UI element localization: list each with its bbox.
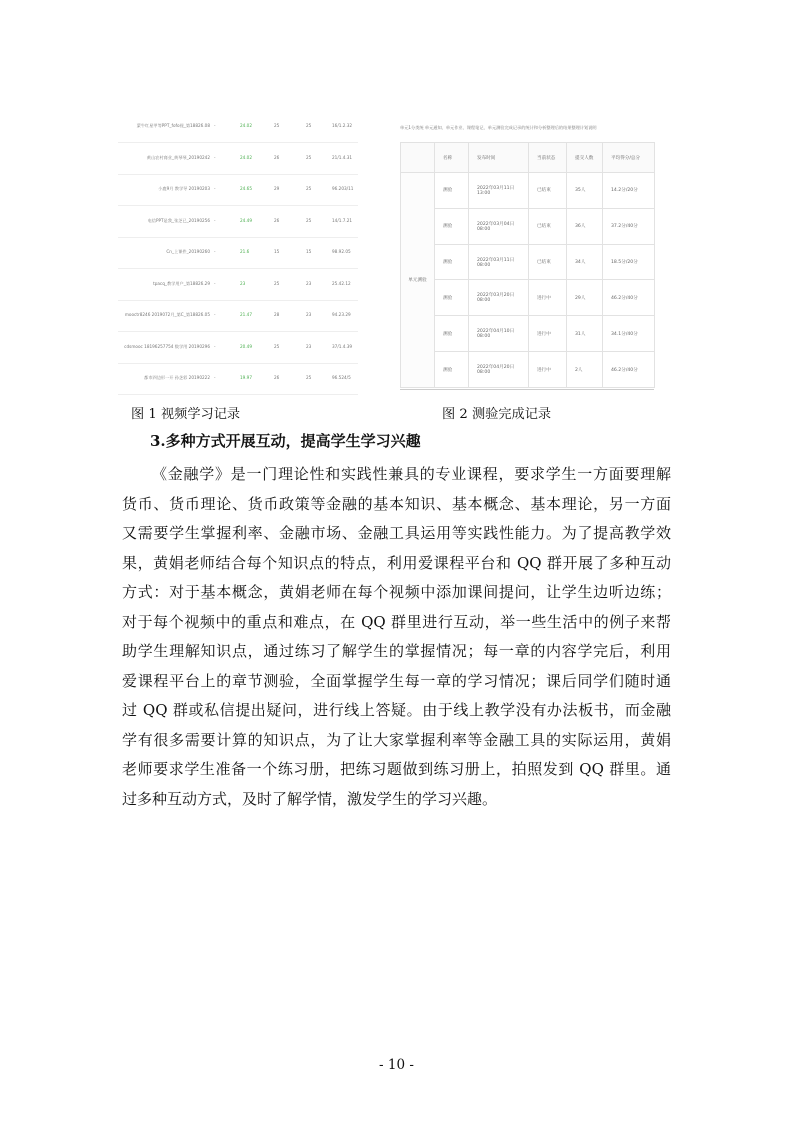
video-log-cell: mooctr8246 2019072月_第C_第18826.05	[124, 312, 210, 317]
video-log-cell: -	[214, 280, 216, 286]
quiz-table-cell: 进行中	[529, 352, 567, 388]
video-log-cell: 20.49	[240, 343, 252, 349]
figure-video-study-log	[118, 112, 358, 395]
video-log-cell: 蒙牛红星甲等PPT_fofo视_第18826.08	[136, 123, 210, 128]
figure2-caption: 图 2 测验完成记录	[442, 407, 552, 422]
figure1-caption: 图 1 视频学习记录	[131, 407, 241, 422]
quiz-header-cell	[401, 143, 435, 173]
quiz-table-cell: 测验	[435, 244, 469, 280]
quiz-table-row	[401, 280, 655, 316]
quiz-table-cell: 35人	[567, 173, 603, 209]
paragraph-line: 助学生理解知识点，通过练习了解学生的掌握情况；每一章的内容学完后，利用	[122, 642, 671, 660]
video-log-cell: 小鹿9月 教学导 20190203	[158, 186, 210, 191]
quiz-table-cell: 2022年03月04日 08:00	[469, 208, 529, 244]
quiz-table-row	[401, 352, 655, 388]
quiz-table-cell: 进行中	[529, 280, 567, 316]
paragraph-line: 果，黄娟老师结合每个知识点的特点，利用爱课程平台和 QQ 群开展了多种互动	[122, 553, 671, 572]
paragraph-line: 老师要求学生准备一个练习册，把练习题做到练习册上，拍照发到 QQ 群里。通	[122, 760, 671, 778]
video-log-row	[118, 238, 358, 269]
quiz-header-cell: 发布时间	[469, 143, 529, 173]
quiz-table-cell: 测验	[435, 316, 469, 352]
video-log-cell: 15	[306, 249, 312, 254]
video-log-cell: 25	[306, 217, 312, 223]
video-log-cell: 24.02	[240, 154, 252, 160]
figure-quiz-completion-log	[398, 118, 656, 390]
video-log-row	[118, 175, 358, 206]
paragraph-line: 过多种互动方式，及时了解学情，激发学生的学习兴趣。	[122, 789, 498, 808]
video-log-cell: 25	[274, 123, 280, 128]
video-log-cell: -	[214, 375, 216, 380]
paragraph-line: 爱课程平台上的章节测验，全面掌握学生每一章的学习情况；课后同学们随时通	[122, 671, 671, 690]
quiz-table-cell: 测验	[435, 280, 469, 316]
quiz-table-cell: 已结束	[529, 173, 567, 209]
video-log-cell: 24.65	[240, 186, 252, 191]
paragraph-line: 对于每个视频中的重点和难点，在 QQ 群里进行互动，举一些生活中的例子来帮	[122, 612, 671, 631]
quiz-header-cell: 名称	[435, 143, 469, 173]
video-log-cell: 25	[306, 186, 312, 191]
quiz-table-cell: 2022年04月10日 08:00	[469, 316, 529, 352]
video-log-cell: 25	[274, 280, 280, 286]
paragraph-line: 《金融学》是一门理论性和实践性兼具的专业课程，要求学生一方面要理解	[152, 465, 671, 483]
quiz-table-cell: 46.2分/40分	[603, 352, 655, 388]
video-log-cell: cdsmooc 18196257754 数学用 20190296	[124, 343, 210, 349]
video-log-cell: 26	[274, 375, 280, 380]
video-log-cell: 98.92.05	[332, 249, 351, 254]
quiz-table-cell: 测验	[435, 352, 469, 388]
quiz-table-cell: 已结束	[529, 208, 567, 244]
quiz-table-row	[401, 173, 655, 209]
quiz-table-cell: 37.2分/40分	[603, 208, 655, 244]
figure-bottom-rule	[400, 389, 654, 390]
paragraph-line: 货币、货币理论、货币政策等金融的基本知识、基本概念、基本理论，另一方面	[122, 494, 671, 513]
paragraph-line: 方式：对于基本概念，黄娟老师在每个视频中添加课间提问，让学生边听边练；	[122, 583, 671, 601]
quiz-table-cell: 18.5分/20分	[603, 244, 655, 280]
video-log-cell: 25	[274, 343, 280, 349]
paragraph-line: 学有很多需要计算的知识点，为了让大家掌握利率等金融工具的实际运用，黄娟	[122, 730, 671, 749]
video-log-cell: 19.97	[240, 375, 252, 380]
video-log-row	[118, 333, 358, 364]
video-log-cell: 26	[274, 154, 280, 160]
quiz-tabs-bar: 单元1分类统 单元通知、单元作业、课程笔记、单元测验完成记录的统计和分析整理后的结果整理计划说明	[400, 125, 597, 130]
quiz-table	[400, 142, 655, 388]
quiz-header-cell: 平均得分/总分	[603, 143, 655, 173]
quiz-table-cell: 2022年03月11日 08:00	[469, 244, 529, 280]
quiz-table-cell: 36人	[567, 208, 603, 244]
quiz-unit-label: 单元测验	[401, 173, 435, 388]
video-log-cell: -	[214, 249, 216, 254]
quiz-table-cell: 2022年03月20日 08:00	[469, 280, 529, 316]
quiz-table-cell: 29人	[567, 280, 603, 316]
video-log-cell: -	[214, 123, 216, 128]
section-heading: 3.多种方式开展互动，提高学生学习兴趣	[150, 432, 421, 450]
video-log-cell: 26	[274, 217, 280, 223]
quiz-table-cell: 2022年04月20日 08:00	[469, 352, 529, 388]
quiz-table-cell: 进行中	[529, 316, 567, 352]
video-log-cell: 24.49	[240, 217, 252, 223]
quiz-header-cell: 提交人数	[567, 143, 603, 173]
quiz-table-cell: 14.2分/20分	[603, 173, 655, 209]
video-log-cell: 96.203/11	[332, 186, 354, 191]
video-log-cell: 23	[240, 280, 246, 286]
video-log-cell: 15	[274, 249, 280, 254]
video-log-row	[118, 144, 358, 175]
video-log-row	[118, 364, 358, 395]
video-log-cell: 25	[306, 154, 312, 160]
video-log-cell: 96.524/5	[332, 375, 351, 380]
video-log-cell: -	[214, 186, 216, 191]
video-log-cell: 14/1.7.21	[332, 217, 353, 223]
video-log-cell: Cn_上课件_20190260	[166, 249, 210, 254]
quiz-table-cell: 46.2分/40分	[603, 280, 655, 316]
quiz-table-cell: 测验	[435, 173, 469, 209]
video-log-cell: -	[214, 312, 216, 317]
video-log-cell: 94.23.29	[332, 312, 351, 317]
video-log-cell: 电信PPT是我_张芝已_20190256	[147, 217, 210, 223]
quiz-table-cell: 31人	[567, 316, 603, 352]
quiz-table-row	[401, 244, 655, 280]
quiz-table-cell: 2022年03月11日 13:00	[469, 173, 529, 209]
video-log-row	[118, 301, 358, 332]
video-log-cell: 23	[306, 343, 312, 349]
video-log-cell: 25.42.12	[332, 280, 351, 286]
paragraph-line: 又需要学生掌握利率、金融市场、金融工具运用等实践性能力。为了提高教学效	[122, 524, 671, 542]
quiz-table-cell: 测验	[435, 208, 469, 244]
video-log-row	[118, 207, 358, 238]
video-log-cell: -	[214, 343, 216, 349]
video-log-cell: 25	[306, 375, 312, 380]
section-body	[122, 460, 671, 814]
quiz-table-row	[401, 208, 655, 244]
quiz-header-cell: 当前状态	[529, 143, 567, 173]
video-log-row	[118, 270, 358, 301]
video-log-cell: 37/1.4.39	[332, 343, 353, 349]
paragraph-line: 过 QQ 群或私信提出疑问，进行线上答疑。由于线上教学没有办法板书，而金融	[122, 701, 671, 719]
video-log-cell: tpacq_教学用户_第18826.29	[153, 280, 210, 286]
quiz-table-cell: 2人	[567, 352, 603, 388]
video-log-cell: 23	[306, 280, 312, 286]
page-number: - 10 -	[379, 1057, 414, 1073]
video-log-cell: 24.02	[240, 123, 252, 128]
video-log-cell: 黄山农村商业_黄琴琴_20190242	[146, 154, 210, 160]
video-log-cell: 21.6	[240, 249, 250, 254]
video-log-cell: 16/1.2.32	[332, 123, 353, 128]
quiz-table-row	[401, 316, 655, 352]
video-log-cell: 25	[306, 123, 312, 128]
video-log-cell: 23	[306, 312, 312, 317]
video-log-row	[118, 112, 358, 143]
quiz-table-cell: 34.1分/40分	[603, 316, 655, 352]
video-log-cell: 21/1.4.31	[332, 154, 353, 160]
quiz-table-cell: 34人	[567, 244, 603, 280]
video-log-cell: 28	[274, 312, 280, 317]
quiz-table-header	[401, 143, 655, 173]
video-log-cell: -	[214, 154, 216, 160]
video-log-cell: 29	[274, 186, 280, 191]
video-log-cell: 21.47	[240, 312, 252, 317]
video-log-cell: -	[214, 217, 216, 223]
quiz-table-cell: 已结束	[529, 244, 567, 280]
video-log-cell: 都市四边形一开 孙芝彩 20190222	[144, 375, 210, 380]
